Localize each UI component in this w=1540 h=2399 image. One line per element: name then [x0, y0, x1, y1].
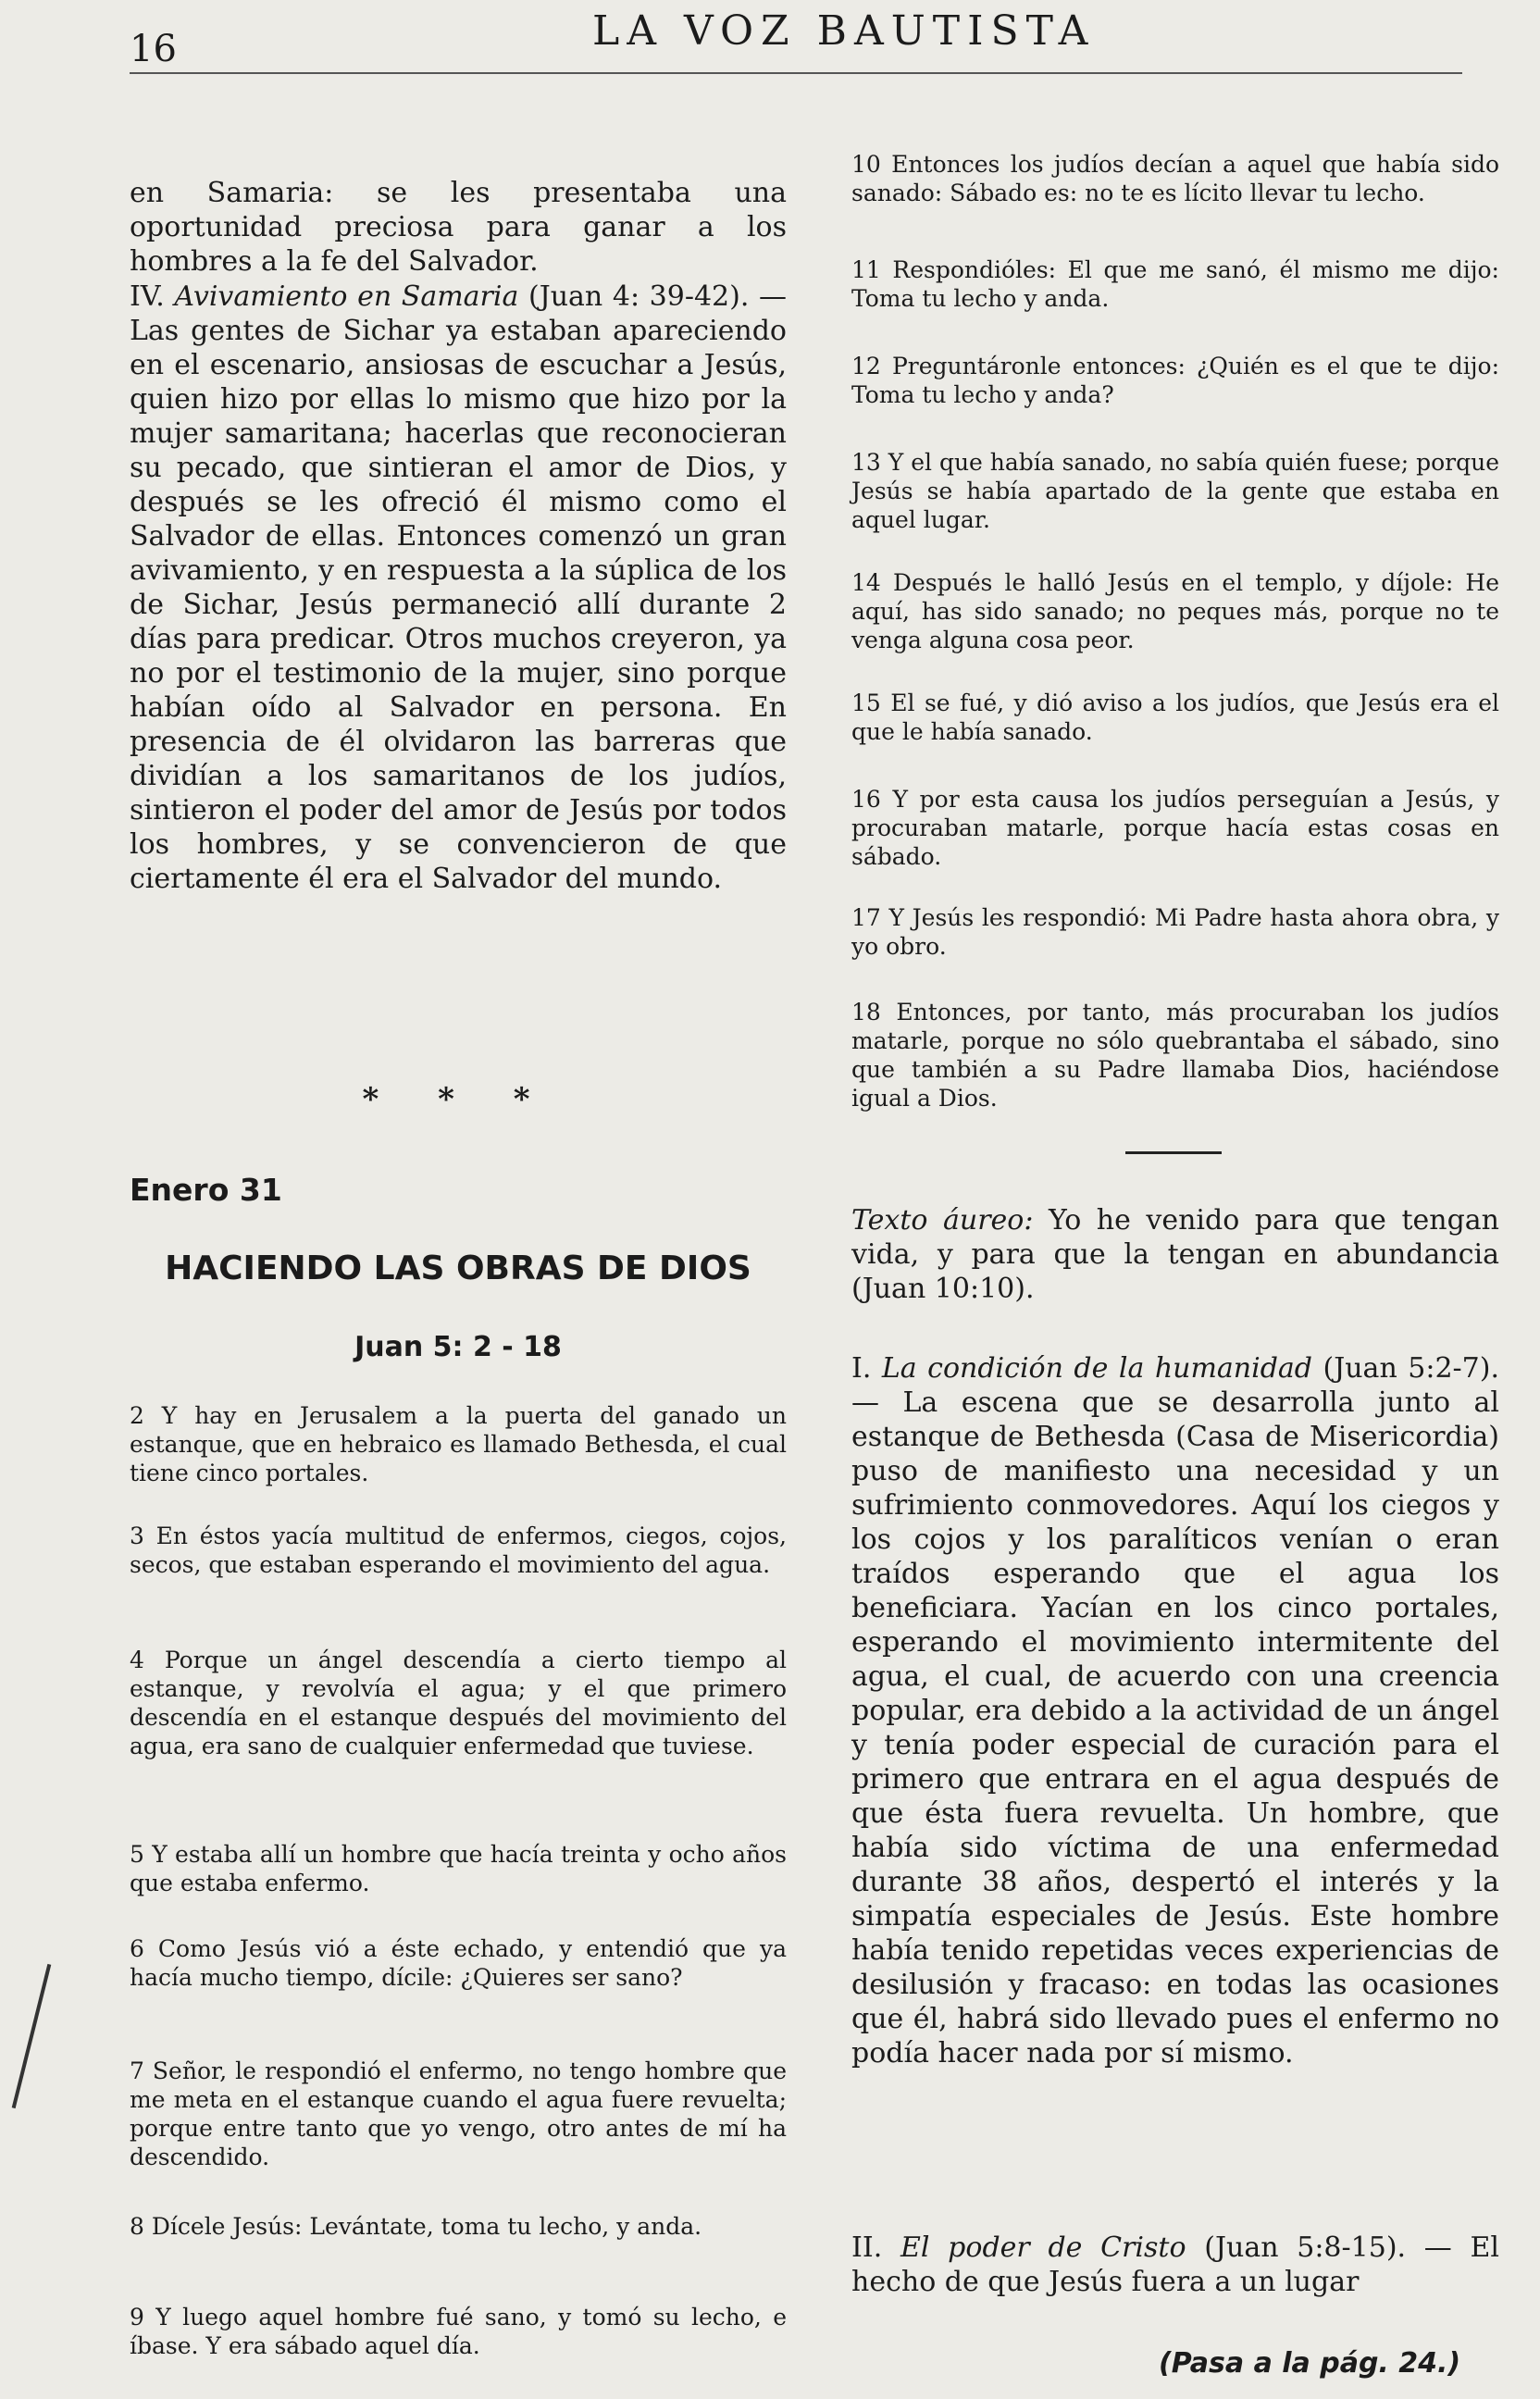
section-i-label: I.	[851, 1352, 882, 1385]
verse-2: 2 Y hay en Jerusalem a la puerta del ganado un estanque, que en hebraico es llamado Bethesda, el cual tiene cinco portales.	[130, 1402, 787, 1486]
section-i-paragraph	[851, 1351, 1499, 2070]
verse-16: 16 Y por esta causa los judíos perseguían a Jesús, y procuraban matarle, porque hacía estas cosas en sábado.	[851, 786, 1499, 870]
verse-4: 4 Porque un ángel descendía a cierto tiempo al estanque, y revolvía el agua; y el que primero descendía en el estanque después del movimiento del agua, era sano de cualquier enfermedad que tuviese.	[130, 1647, 787, 1759]
section-i-title: La condición de la humanidad	[881, 1352, 1313, 1385]
section-ii-title: El poder de Cristo	[900, 2231, 1186, 2264]
verse-14: 14 Después le halló Jesús en el templo, y díjole: He aquí, has sido sanado; no peques más, porque no te venga alguna cosa peor.	[851, 569, 1499, 653]
continuation-note: (Pasa a la pág. 24.)	[1159, 2347, 1461, 2380]
verse-7: 7 Señor, le respondió el enfermo, no tengo hombre que me meta en el estanque cuando el agua fuere revuelta; porque entre tanto que yo vengo, otro antes de mí ha descendido.	[130, 2057, 787, 2170]
verse-8: 8 Dícele Jesús: Levántate, toma tu lecho, y anda.	[130, 2213, 702, 2240]
verse-3: 3 En éstos yacía multitud de enfermos, ciegos, cojos, secos, que estaban esperando el movimiento del agua.	[130, 1523, 787, 1578]
verse-17: 17 Y Jesús les respondió: Mi Padre hasta ahora obra, y yo obro.	[851, 904, 1499, 960]
golden-text-label: Texto áureo:	[851, 1204, 1034, 1237]
intro-paragraph: en Samaria: se les presentaba una oportunidad preciosa para ganar a los hombres a la fe del Salvador.	[130, 177, 787, 278]
header-rule	[130, 72, 1462, 74]
verse-18: 18 Entonces, por tanto, más procuraban los judíos matarle, porque no sólo quebrantaba el sábado, sino que también a su Padre llamaba Dios, haciéndose igual a Dios.	[851, 999, 1499, 1112]
running-title: LA VOZ BAUTISTA	[592, 7, 1096, 55]
section-separator: * * *	[362, 1081, 554, 1118]
verse-15: 15 El se fué, y dió aviso a los judíos, que Jesús era el que le había sanado.	[851, 690, 1499, 745]
section-i-text: (Juan 5:2-7). — La escena que se desarrolla junto al estanque de Bethesda (Casa de Misericordia) puso de manifiesto una necesidad y un sufrimiento conmovedores. Aquí los ciegos y los cojos y los paralíticos venían o eran traídos esperando que el agua los beneficiara. Yacían en los cinco portales, esperando el movimiento intermitente del agua, el cual, de acuerdo con una creencia popular, era debido a la actividad de un ángel y tenía poder especial de curación para el primero que entrara en el agua después de que ésta fuera revuelta. Un hombre, que había sido víctima de una enfermedad durante 38 años, despertó el interés y la simpatía especiales de Jesús. Este hombre había tenido repetidas veces experiencias de desilusión y fracaso: en todas las ocasiones que él, habrá sido llevado pues el enfermo no podía hacer nada por sí mismo.	[851, 1352, 1499, 2070]
verse-10: 10 Entonces los judíos decían a aquel que había sido sanado: Sábado es: no te es lícito llevar tu lecho.	[851, 151, 1499, 206]
verse-5: 5 Y estaba allí un hombre que hacía treinta y ocho años que estaba enfermo.	[130, 1841, 787, 1896]
golden-text-body: Yo he venido para que tengan vida, y para que la tengan en abundancia (Juan 10:10).	[851, 1204, 1499, 1305]
verse-11: 11 Respondióles: El que me sanó, él mismo me dijo: Toma tu lecho y anda.	[851, 256, 1499, 312]
section-rule	[1125, 1151, 1222, 1154]
verse-13: 13 Y el que había sanado, no sabía quién fuese; porque Jesús se había apartado de la gente que estaba en aquel lugar.	[851, 449, 1500, 533]
verse-9: 9 Y luego aquel hombre fué sano, y tomó su lecho, e íbase. Y era sábado aquel día.	[130, 2304, 787, 2359]
section-iv-text: (Juan 4: 39-42). — Las gentes de Sichar ya estaban apareciendo en el escenario, ansiosas de escuchar a Jesús, quien hizo por ellas lo mismo que hizo por la mujer samaritana; hacerlas que reconocieran su pecado, que sintieran el amor de Dios, y después se les ofreció él mismo como el Salvador de ellas. Entonces comenzó un gran avivamiento, y en respuesta a la súplica de los de Sichar, Jesús permaneció allí durante 2 días para predicar. Otros muchos creyeron, ya no por el testimonio de la mujer, sino porque habían oído al Salvador en persona. En presencia de él olvidaron las barreras que dividían a los samaritanos de los judíos, sintieron el poder del amor de Jesús por todos los hombres, y se convencieron de que ciertamente él era el Salvador del mundo.	[130, 280, 787, 895]
lesson-date: Enero 31	[130, 1172, 282, 1208]
section-iv-paragraph	[130, 280, 787, 896]
section-ii-text: (Juan 5:8-15). — El hecho de que Jesús fuera a un lugar	[851, 2231, 1500, 2298]
lesson-title: HACIENDO LAS OBRAS DE DIOS	[165, 1249, 751, 1287]
margin-pencil-mark	[12, 1964, 52, 2108]
section-iv-title: Avivamiento en Samaria	[174, 280, 519, 313]
scripture-reference: Juan 5: 2 - 18	[354, 1331, 562, 1363]
verse-6: 6 Como Jesús vió a éste echado, y entendió que ya hacía mucho tiempo, dícile: ¿Quieres ser sano?	[130, 1935, 787, 1991]
section-ii-paragraph	[851, 2231, 1499, 2299]
section-ii-label: II.	[851, 2231, 900, 2264]
verse-12: 12 Preguntáronle entonces: ¿Quién es el que te dijo: Toma tu lecho y anda?	[851, 353, 1499, 408]
section-iv-label: IV.	[130, 280, 175, 313]
golden-text	[851, 1203, 1499, 1306]
page-number: 16	[130, 28, 177, 70]
